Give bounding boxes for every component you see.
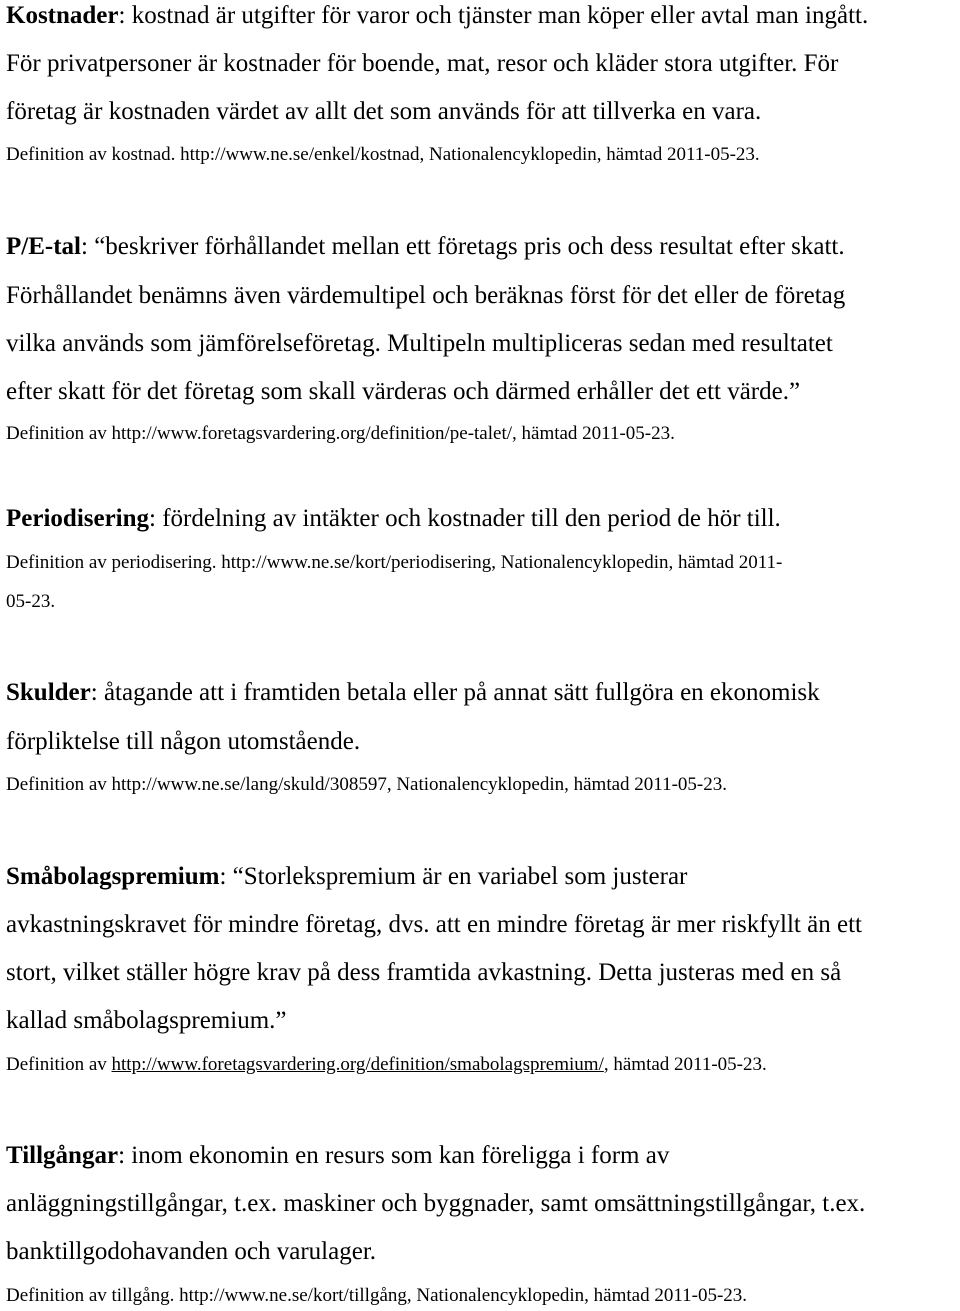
source-periodisering-line-1: Definition av periodisering. http://www.ne.se/kort/periodisering, Nationalencyklopedin, hämtad 2011-: [6, 552, 783, 573]
definition-text: : fördelning av intäkter och kostnader till den period de hör till.: [149, 505, 781, 532]
entry-kostnader-line-1: [6, 3, 868, 28]
entry-smabolagspremium-line-3: stort, vilket ställer högre krav på dess framtida avkastning. Detta justeras med en så: [6, 959, 842, 986]
source-prefix: Definition av: [6, 1054, 112, 1075]
entry-kostnader-line-3: företag är kostnaden värdet av allt det som används för att tillverka en vara.: [6, 98, 762, 125]
source-periodisering-line-2: 05-23.: [6, 591, 56, 612]
entry-tillgangar-line-2: anläggningstillgångar, t.ex. maskiner och byggnader, samt omsättningstillgångar, t.ex.: [6, 1190, 866, 1217]
entry-smabolagspremium-line-2: avkastningskravet för mindre företag, dvs. att en mindre företag är mer riskfyllt än ett: [6, 911, 862, 938]
term-skulder: Skulder: [6, 679, 91, 706]
definition-text: : “beskriver förhållandet mellan ett företags pris och dess resultat efter skatt.: [81, 233, 845, 260]
entry-tillgangar-line-1: [6, 1143, 669, 1168]
entry-pe-tal-line-3: vilka används som jämförelseföretag. Multipeln multipliceras sedan med resultatet: [6, 330, 833, 357]
source-pe-tal: Definition av http://www.foretagsvardering.org/definition/pe-talet/, hämtad 2011-05-23.: [6, 423, 675, 444]
source-tillgangar: Definition av tillgång. http://www.ne.se/kort/tillgång, Nationalencyklopedin, hämtad 2011-05-23.: [6, 1285, 748, 1306]
source-link[interactable]: http://www.foretagsvardering.org/definition/smabolagspremium/: [111, 1054, 604, 1075]
source-kostnader: Definition av kostnad. http://www.ne.se/enkel/kostnad, Nationalencyklopedin, hämtad 2011-05-23.: [6, 144, 760, 165]
term-pe-tal: P/E-tal: [6, 233, 81, 260]
entry-kostnader-line-2: För privatpersoner är kostnader för boende, mat, resor och kläder stora utgifter. För: [6, 50, 839, 77]
entry-skulder-line-2: förpliktelse till någon utomstående.: [6, 728, 361, 755]
definition-text: : “Storlekspremium är en variabel som justerar: [219, 863, 688, 890]
entry-periodisering-line-1: [6, 506, 781, 531]
definition-text: : kostnad är utgifter för varor och tjänster man köper eller avtal man ingått.: [118, 2, 869, 29]
entry-tillgangar-line-3: banktillgodohavanden och varulager.: [6, 1238, 377, 1265]
definition-text: : åtagande att i framtiden betala eller på annat sätt fullgöra en ekonomisk: [90, 679, 820, 706]
entry-smabolagspremium-line-4: kallad småbolagspremium.”: [6, 1007, 287, 1034]
entry-smabolagspremium-line-1: [6, 864, 687, 889]
entry-pe-tal-line-1: [6, 234, 845, 259]
term-kostnader: Kostnader: [6, 2, 119, 29]
source-skulder: Definition av http://www.ne.se/lang/skuld/308597, Nationalencyklopedin, hämtad 2011-05-23.: [6, 774, 727, 795]
source-suffix: , hämtad 2011-05-23.: [603, 1054, 767, 1075]
definition-text: : inom ekonomin en resurs som kan föreligga i form av: [118, 1142, 670, 1169]
term-smabolagspremium: Småbolagspremium: [6, 863, 220, 890]
source-smabolagspremium: [6, 1055, 767, 1074]
term-periodisering: Periodisering: [6, 505, 150, 532]
entry-skulder-line-1: [6, 680, 820, 705]
entry-pe-tal-line-4: efter skatt för det företag som skall värderas och därmed erhåller det ett värde.”: [6, 378, 801, 405]
term-tillgangar: Tillgångar: [6, 1142, 119, 1169]
entry-pe-tal-line-2: Förhållandet benämns även värdemultipel och beräknas först för det eller de företag: [6, 282, 846, 309]
